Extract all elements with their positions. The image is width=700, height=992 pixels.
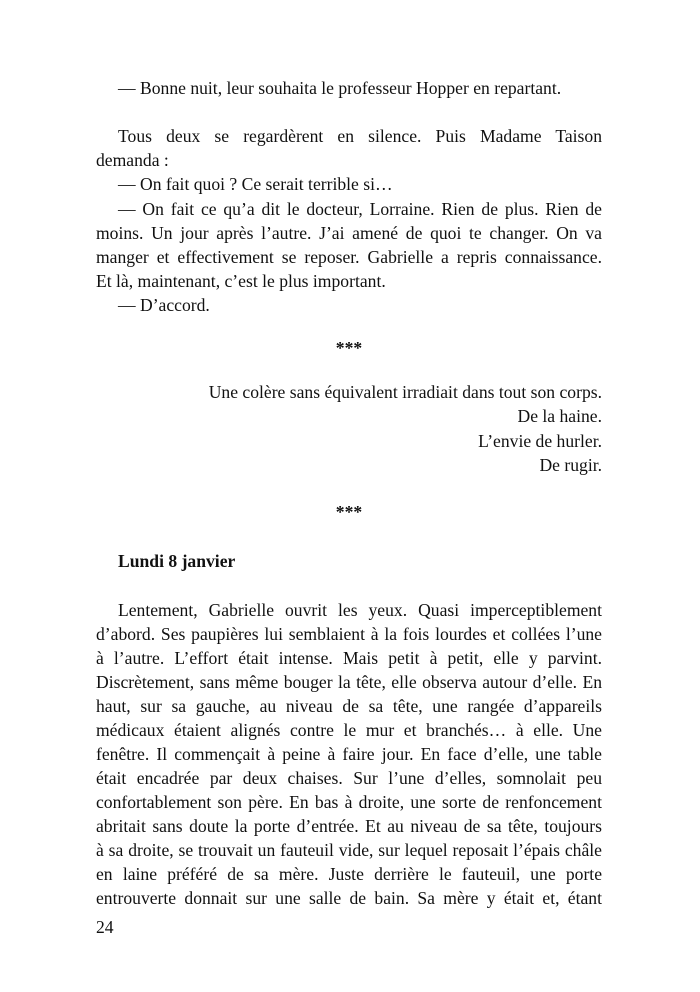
text-line: à sa droite, se trouvait un fauteuil vide, sur lequel reposait l’épais châle [96, 840, 602, 860]
section-break: *** [335, 338, 363, 358]
text-line: médicaux étaient alignés contre le mur et branchés… à elle. Une [96, 720, 602, 740]
text-line: était encadrée par deux chaises. Sur l’une d’elles, somnolait peu [96, 768, 602, 788]
section-break: *** [335, 502, 363, 522]
text-line: Et là, maintenant, c’est le plus important. [96, 271, 386, 291]
text-line: Tous deux se regardèrent en silence. Puis Madame Taison [118, 126, 602, 146]
text-line: d’abord. Ses paupières lui semblaient à la fois lourdes et collées l’une [96, 624, 602, 644]
text-line: — On fait quoi ? Ce serait terrible si… [118, 174, 393, 194]
text-line: — Bonne nuit, leur souhaita le professeur Hopper en repartant. [118, 78, 562, 98]
text-line: Lentement, Gabrielle ouvrit les yeux. Quasi imperceptiblement [118, 600, 602, 620]
book-page [96, 0, 602, 992]
page-number: 24 [96, 917, 114, 937]
text-line: haut, sur sa gauche, au niveau de sa tête, une rangée d’appareils [96, 696, 602, 716]
text-line: moins. Un jour après l’autre. J’ai amené de quoi te changer. On va [96, 223, 602, 243]
text-line: confortablement son père. En bas à droite, une sorte de renfoncement [96, 792, 602, 812]
poem-line: Une colère sans équivalent irradiait dans tout son corps. [208, 382, 602, 402]
poem-line: L’envie de hurler. [478, 431, 602, 451]
text-line: manger et effectivement se reposer. Gabrielle a repris connaissance. [96, 247, 602, 267]
text-line: Discrètement, sans même bouger la tête, elle observa autour d’elle. En [96, 672, 602, 692]
text-line: demanda : [96, 150, 169, 170]
text-line: — On fait ce qu’a dit le docteur, Lorraine. Rien de plus. Rien de [118, 199, 602, 219]
text-line: — D’accord. [118, 295, 210, 315]
poem-line: De rugir. [539, 455, 602, 475]
poem-line: De la haine. [517, 406, 602, 426]
date-heading: Lundi 8 janvier [118, 551, 236, 571]
text-line: à l’autre. L’effort était intense. Mais petit à petit, elle y parvint. [96, 648, 602, 668]
text-line: en laine préféré de sa mère. Juste derrière le fauteuil, une porte [96, 864, 602, 884]
text-line: fenêtre. Il commençait à peine à faire jour. En face d’elle, une table [96, 744, 602, 764]
text-line: entrouverte donnait sur une salle de bain. Sa mère y était et, étant [96, 888, 602, 908]
text-line: abritait sans doute la porte d’entrée. Et au niveau de sa tête, toujours [96, 816, 602, 836]
